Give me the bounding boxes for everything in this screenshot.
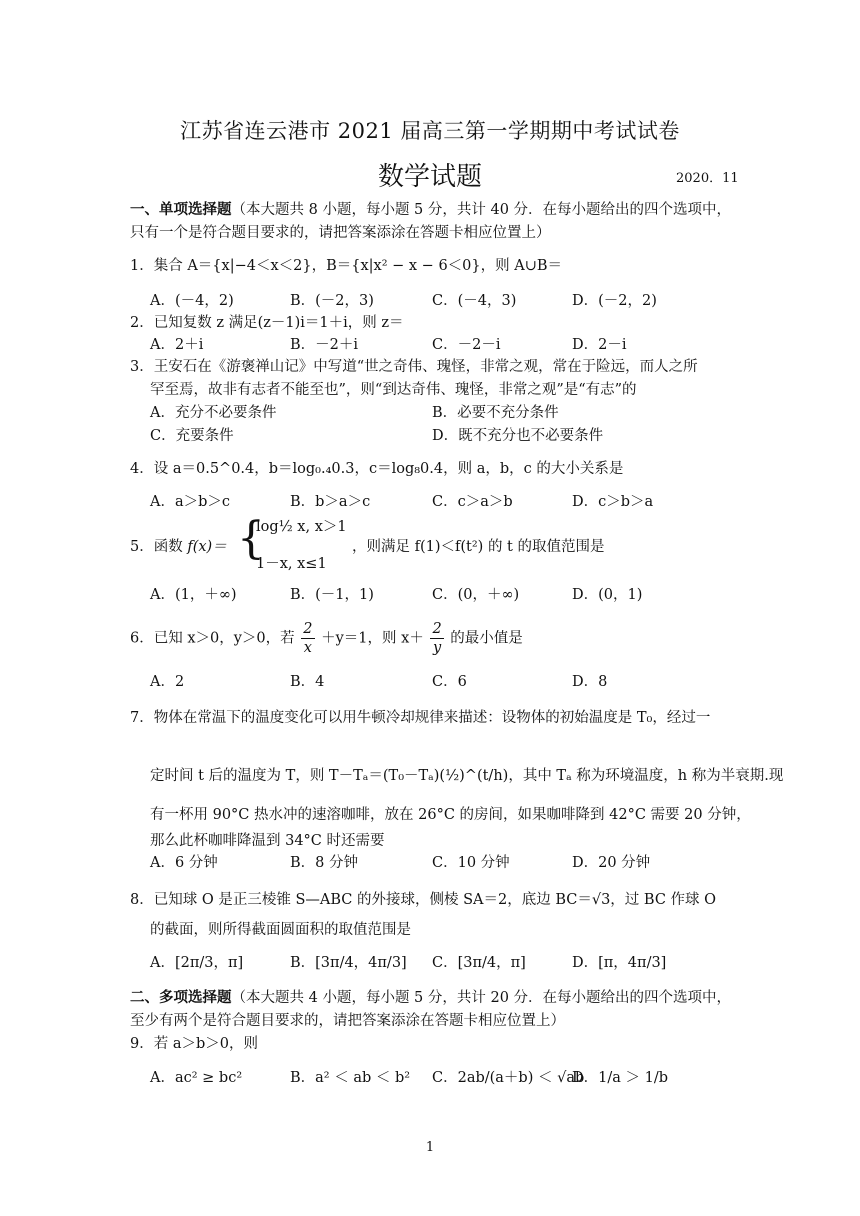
q7-stem-line2: 定时间 t 后的温度为 T，则 T－Tₐ＝(T₀－Tₐ)(½)^(t/h)，其中 Tₐ 称为环境温度，h 称为半衰期.现 [150,768,784,784]
q5-option-c[interactable]: C．(0，＋∞) [432,587,520,603]
q5-prefix-line [130,535,227,556]
q5-brace: { [237,513,265,564]
q4-option-c[interactable]: C．c＞a＞b [432,494,513,510]
q2-option-a[interactable]: A．2＋i [150,337,204,353]
q8-option-b[interactable]: B．[3π/4，4π/3] [290,955,407,971]
q1-option-b[interactable]: B．(－2，3) [290,293,374,309]
q2-option-b[interactable]: B．－2＋i [290,337,359,353]
q1-stem: 1．集合 A＝{x|−4＜x＜2}，B＝{x|x² − x − 6＜0}，则 A∪B＝ [130,258,563,274]
q5-case1: log½ x, x＞1 [256,519,347,535]
exam-date: 2020．11 [676,171,739,186]
q5-case2: 1－x, x≤1 [256,556,327,572]
q6-frac2-den: y [432,640,442,656]
q6-fraction-1 [301,620,314,657]
page-number: 1 [425,1140,435,1155]
q3-stem-line1: 3．王安石在《游褒禅山记》中写道“世之奇伟、瑰怪，非常之观，常在于险远，而人之所 [130,359,698,375]
q5-option-b[interactable]: B．(－1，1) [290,587,374,603]
q6-fraction-2 [430,620,443,657]
q5-suffix: ，则满足 f(1)＜f(t²) 的 t 的取值范围是 [352,539,605,555]
q8-option-c[interactable]: C．[3π/4，π] [432,955,526,971]
q2-option-d[interactable]: D．2－i [572,337,627,353]
q8-option-a[interactable]: A．[2π/3，π] [150,955,244,971]
q8-option-d[interactable]: D．[π，4π/3] [572,955,667,971]
section2-heading-line [130,986,731,1007]
section2-note1: （本大题共 4 小题，每小题 5 分，共计 20 分．在每小题给出的四个选项中， [231,990,732,1006]
q5-prefix: 5．函数 [130,539,183,555]
q9-option-d[interactable]: D．1/a ＞ 1/b [572,1070,668,1086]
q4-option-d[interactable]: D．c＞b＞a [572,494,654,510]
section2-note2: 至少有两个是符合题目要求的，请把答案添涂在答题卡相应位置上） [130,1013,565,1029]
q1-option-a[interactable]: A．(－4，2) [150,293,234,309]
q2-option-c[interactable]: C．－2－i [432,337,501,353]
q3-option-b[interactable]: B．必要不充分条件 [432,405,559,421]
section1-heading: 一、单项选择题 [130,201,232,218]
q4-option-a[interactable]: A．a＞b＞c [150,494,231,510]
q5-option-a[interactable]: A．(1，＋∞) [150,587,237,603]
q6-frac1-num: 2 [303,621,313,637]
q6-option-b[interactable]: B．4 [290,674,325,690]
exam-title: 江苏省连云港市 2021 届高三第一学期期中考试试卷 [180,119,680,143]
q6-option-a[interactable]: A．2 [150,674,185,690]
q9-option-a[interactable]: A．ac² ≥ bc² [150,1070,243,1086]
q7-stem-line3: 有一杯用 90°C 热水冲的速溶咖啡，放在 26°C 的房间，如果咖啡降到 42°C 需要 20 分钟， [150,807,751,823]
q7-option-a[interactable]: A．6 分钟 [150,855,218,871]
section1-note1: （本大题共 8 小题，每小题 5 分，共计 40 分．在每小题给出的四个选项中， [231,202,732,218]
q6-stem-c: 的最小值是 [450,630,523,647]
q2-stem: 2．已知复数 z 满足(z－1)i＝1＋i，则 z＝ [130,315,404,331]
q3-stem-line2: 罕至焉，故非有志者不能至也”，则“到达奇伟、瑰怪，非常之观”是“有志”的 [150,382,637,398]
q3-option-c[interactable]: C．充要条件 [150,428,234,444]
q6-frac1-den: x [303,640,312,656]
q9-stem: 9．若 a＞b＞0，则 [130,1036,258,1052]
q5-function: f(x)＝ [187,539,227,555]
q4-stem: 4．设 a＝0.5^0.4，b＝log₀.₄0.3，c＝log₈0.4，则 a，b，c 的大小关系是 [130,461,624,477]
q9-option-c[interactable]: C．2ab/(a＋b) ＜ √ab [432,1070,585,1086]
q7-stem-line4: 那么此杯咖啡降温到 34°C 时还需要 [150,833,385,849]
q3-option-a[interactable]: A．充分不必要条件 [150,405,277,421]
q8-stem-line1: 8．已知球 O 是正三棱锥 S—ABC 的外接球，侧棱 SA＝2，底边 BC＝√3，过 BC 作球 O [130,892,717,908]
q1-option-c[interactable]: C．(－4，3) [432,293,517,309]
q6-frac2-num: 2 [432,621,442,637]
section1-note2: 只有一个是符合题目要求的，请把答案添涂在答题卡相应位置上） [130,225,551,241]
q7-option-c[interactable]: C．10 分钟 [432,855,510,871]
q6-option-d[interactable]: D．8 [572,674,608,690]
q9-option-b[interactable]: B．a² ＜ ab ＜ b² [290,1070,411,1086]
q3-option-d[interactable]: D．既不充分也不必要条件 [432,428,604,444]
exam-subtitle: 数学试题 [377,162,482,192]
q6-stem [130,620,523,657]
q7-stem-line1: 7．物体在常温下的温度变化可以用牛顿冷却规律来描述：设物体的初始温度是 T₀，经过一 [130,710,711,726]
q7-option-b[interactable]: B．8 分钟 [290,855,358,871]
q5-option-d[interactable]: D．(0，1) [572,587,643,603]
q4-option-b[interactable]: B．b＞a＞c [290,494,371,510]
q7-option-d[interactable]: D．20 分钟 [572,855,651,871]
q6-stem-b: ＋y＝1，则 x＋ [321,630,424,647]
section2-heading: 二、多项选择题 [130,989,232,1006]
q6-option-c[interactable]: C．6 [432,674,467,690]
section1-heading-line [130,198,731,219]
q6-stem-a: 6．已知 x＞0，y＞0，若 [130,630,295,647]
q8-stem-line2: 的截面，则所得截面圆面积的取值范围是 [150,922,411,938]
q1-option-d[interactable]: D．(－2，2) [572,293,657,309]
